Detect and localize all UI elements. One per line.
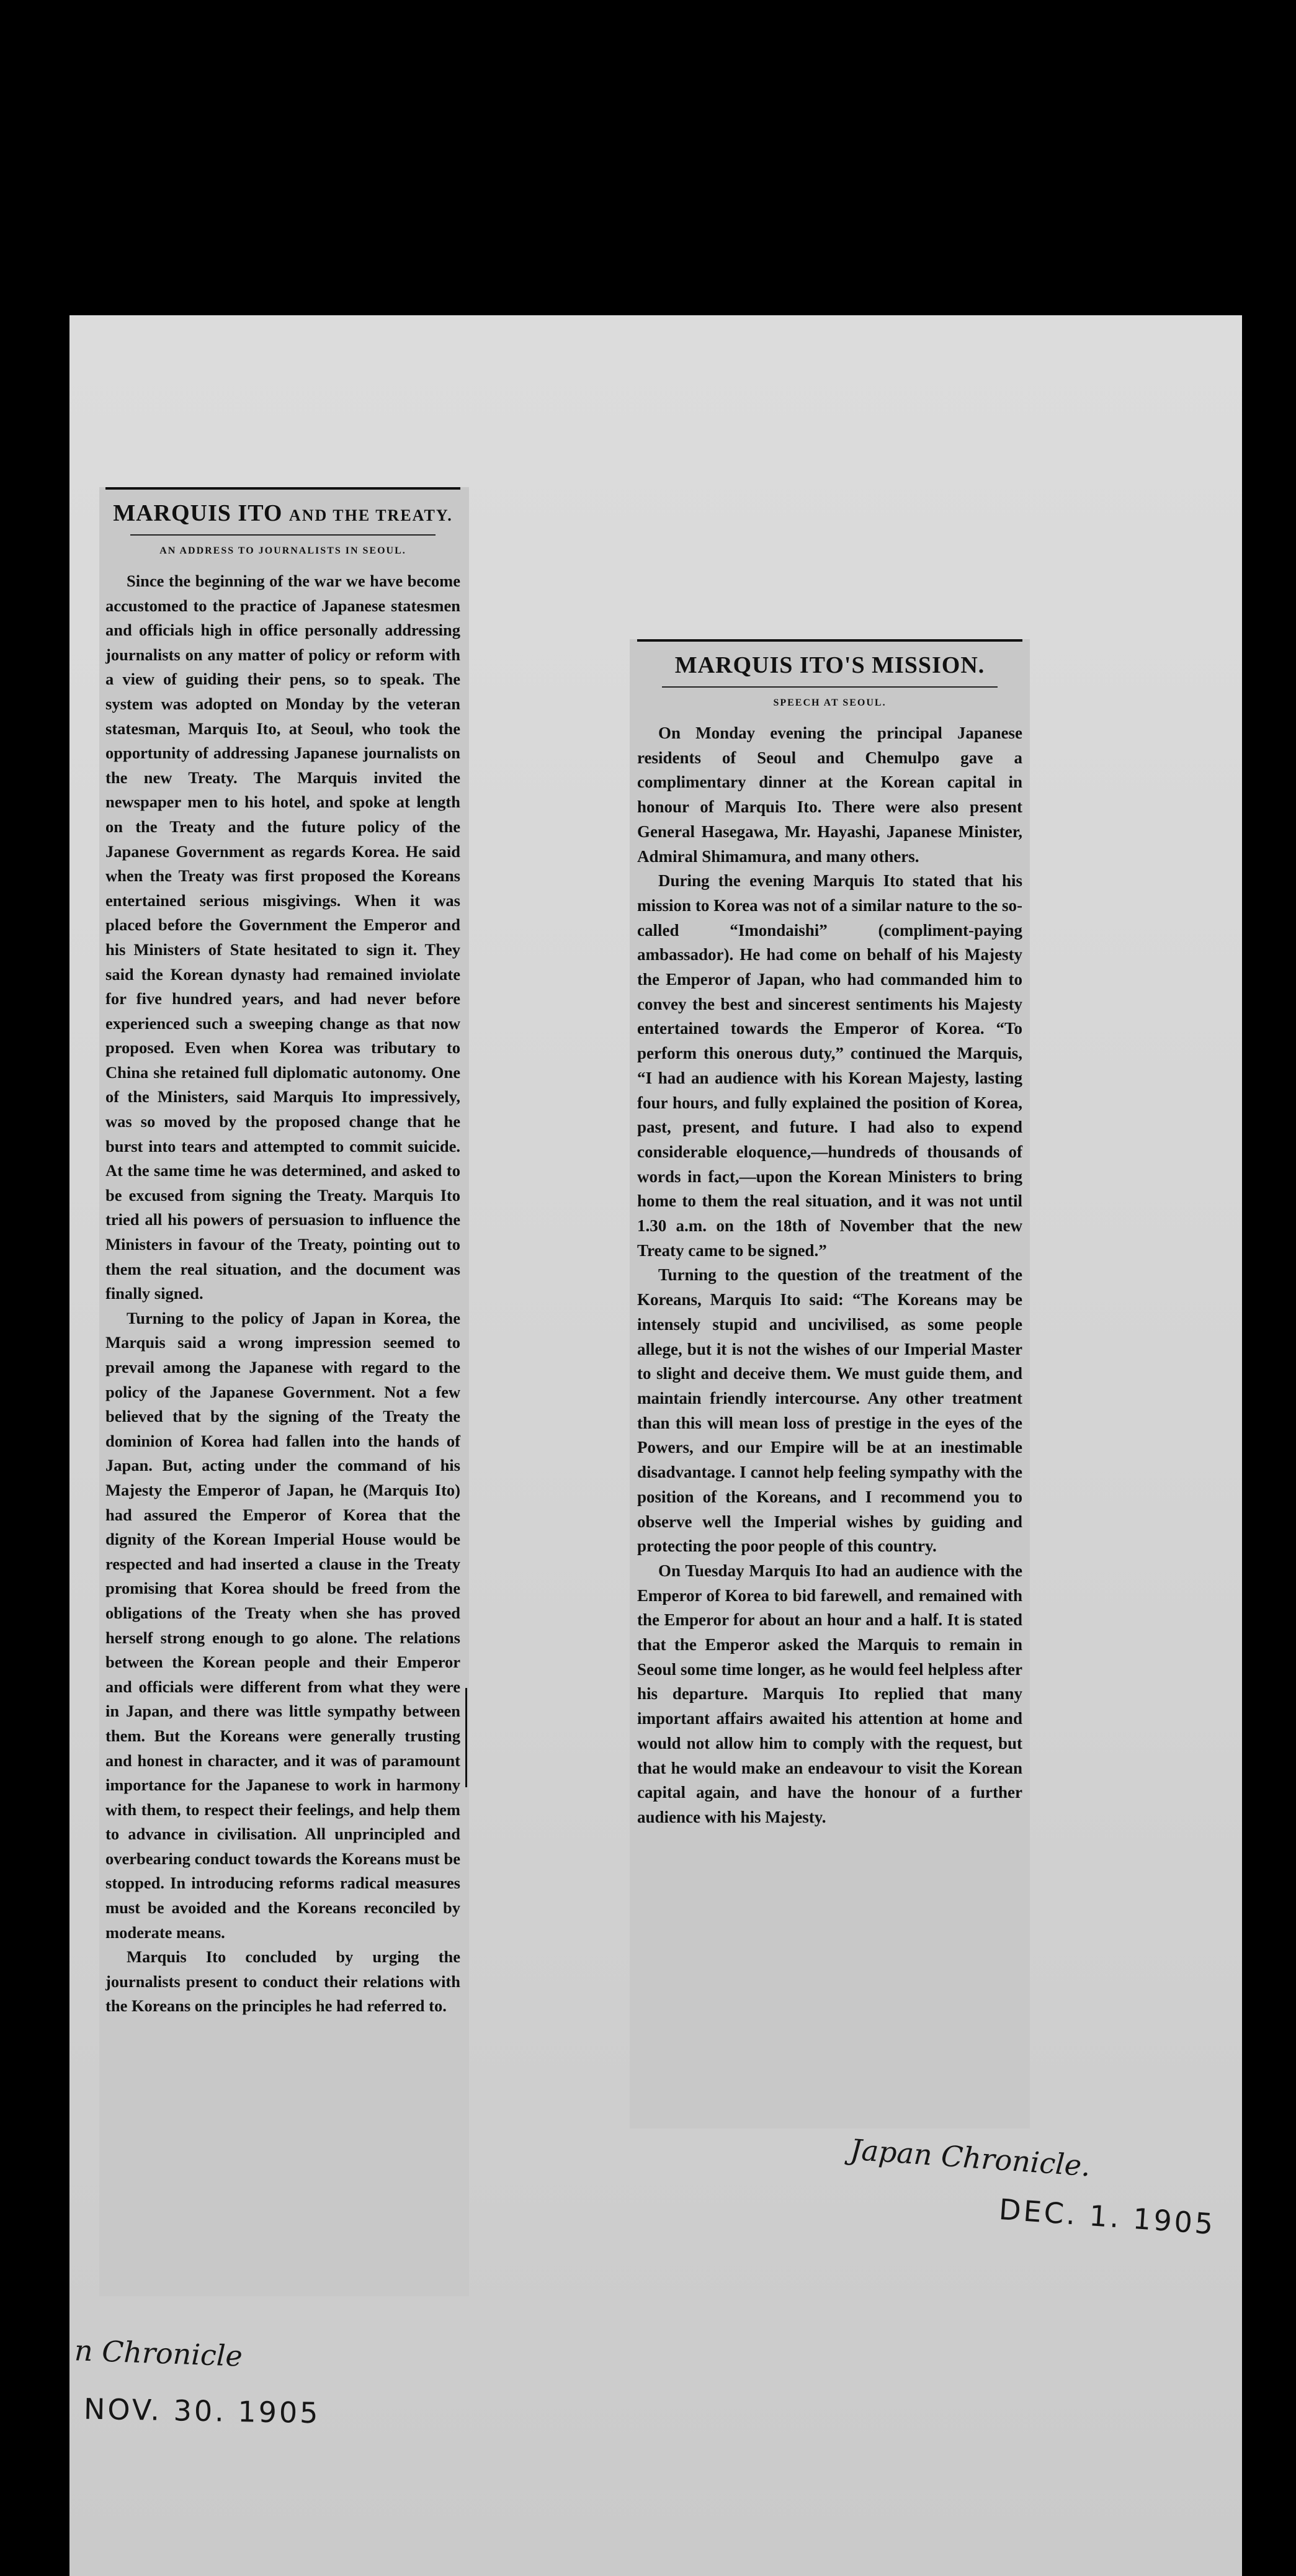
article-paragraph: Turning to the question of the treatment of the Koreans, Marquis Ito said: “The Koreans may be intensely stupid and uncivilised, as some people allege, but it is not the wishes of our Imperial Master to slight and deceive them. We must guide them, and maintain friendly intercourse. Any other treatment than this will mean loss of prestige in the eyes of the Powers, and our Empire will be at an inestimable disadvantage. I cannot help feeling sympathy with the position of the Koreans, and I recommend you to observe well the Imperial wishes by guiding and protecting the poor people of this country. — [637, 1265, 1022, 1556]
margin-mark — [465, 1688, 467, 1787]
headline-small: AND THE TREATY. — [288, 506, 453, 524]
clipping-marquis-ito-treaty — [99, 487, 469, 2296]
article-subhead: AN ADDRESS TO JOURNALISTS IN SEOUL. — [159, 545, 406, 556]
headline-main: MARQUIS ITO — [113, 500, 283, 526]
article-headline — [105, 500, 460, 527]
handwritten-source-right: Japan Chronicle. — [849, 2132, 1092, 2183]
clipping-marquis-ito-mission — [630, 639, 1030, 2129]
article-body — [105, 569, 460, 2019]
article-paragraph: On Tuesday Marquis Ito had an audience with the Emperor of Korea to bid farewell, and remained with the Emperor for about an hour and a half. It is stated that the Emperor asked the Marquis to remain in Seoul some time longer, as he would feel helpless after his departure. Marquis Ito replied that many important affairs awaited his attention at home and would not allow him to comply with the request, but that he would make an endeavour to visit the Korean capital again, and have the honour of a further audience with his Majesty. — [637, 1561, 1022, 1826]
handwritten-source-left: n Chronicle — [74, 2333, 243, 2373]
article-body — [637, 721, 1022, 1830]
article-paragraph: Since the beginning of the war we have become accustomed to the practice of Japanese statesmen and officials high in office personally addressing journalists on any matter of policy or reform with a view of guiding their pens, so to speak. The system was adopted on Monday by the veteran statesman, Marquis Ito, at Seoul, who took the opportunity of addressing Japanese journalists on the new Treaty. The Marquis invited the newspaper men to his hotel, and spoke at length on the Treaty and the future policy of the Japanese Government as regards Korea. He said when the Treaty was first proposed the Koreans entertained serious misgivings. When it was placed before the Government the Emperor and his Ministers of State hesitated to sign it. They said the Korean dynasty had remained inviolate for five hundred years, and had never before experienced such a sweeping change as that now proposed. Even when Korea was tributary to China she retained full diplomatic autonomy. One of the Ministers, said Marquis Ito impressively, was so moved by the proposed change that he burst into tears and attempted to commit suicide. At the same time he was determined, and asked to be excused from signing the Treaty. Marquis Ito tried all his powers of persuasion to influence the Ministers in favour of the Treaty, pointing out to them the real situation, and the document was finally signed. — [105, 572, 460, 1303]
article-paragraph: During the evening Marquis Ito stated that his mission to Korea was not of a similar nature to the so-called “Imondaishi” (compliment-paying ambassador). He had come on behalf of his Majesty the Emperor of Japan, who had commanded him to convey the best and sincerest sentiments his Majesty entertained towards the Emperor of Korea. “To perform this onerous duty,” continued the Marquis, “I had an audience with his Korean Majesty, lasting four hours, and fully explained the position of Korea, past, present, and future. I had also to expend considerable eloquence,—hundreds of thousands of words in fact,—upon the Korean Ministers to bring home to them the real situation, and it was not until 1.30 a.m. on the 18th of November that the new Treaty came to be signed.” — [637, 871, 1022, 1260]
subhead-rule — [130, 534, 436, 536]
article-paragraph: Marquis Ito concluded by urging the journalists present to conduct their relations with the Koreans on the principles he had referred to. — [105, 1947, 460, 2016]
subhead-rule — [662, 686, 998, 688]
handwritten-date-left: NOV. 30. 1905 — [83, 2392, 321, 2430]
headline-rule — [637, 639, 1022, 642]
article-subhead: SPEECH AT SEOUL. — [773, 698, 887, 708]
handwritten-date-right: DEC. 1. 1905 — [998, 2192, 1217, 2242]
headline-rule — [105, 487, 460, 490]
article-paragraph: Turning to the policy of Japan in Korea, the Marquis said a wrong impression seemed to prevail among the Japanese with regard to the policy of the Japanese Government. Not a few believed that by the signing of the Treaty the dominion of Korea had fallen into the hands of Japan. But, acting under the command of his Majesty the Emperor of Japan, he (Marquis Ito) had assured the Emperor of Korea that the dignity of the Korean Imperial House would be respected and had inserted a clause in the Treaty promising that Korea should be freed from the obligations of the Treaty when she has proved herself strong enough to go alone. The relations between the Korean people and their Emperor and officials were different from what they were in Japan, and there was little sympathy between them. But the Koreans were generally trusting and honest in character, and it was of paramount importance for the Japanese to work in harmony with them, to respect their feelings, and help them to advance in civilisation. All unprincipled and overbearing conduct towards the Koreans must be stopped. In introducing reforms radical measures must be avoided and the Koreans reconciled by moderate means. — [105, 1308, 460, 1942]
article-paragraph: On Monday evening the principal Japanese residents of Seoul and Chemulpo gave a complimentary dinner at the Korean capital in honour of Marquis Ito. There were also present General Hasegawa, Mr. Hayashi, Japanese Minister, Admiral Shimamura, and many others. — [637, 724, 1022, 866]
article-headline: MARQUIS ITO'S MISSION. — [674, 652, 985, 678]
